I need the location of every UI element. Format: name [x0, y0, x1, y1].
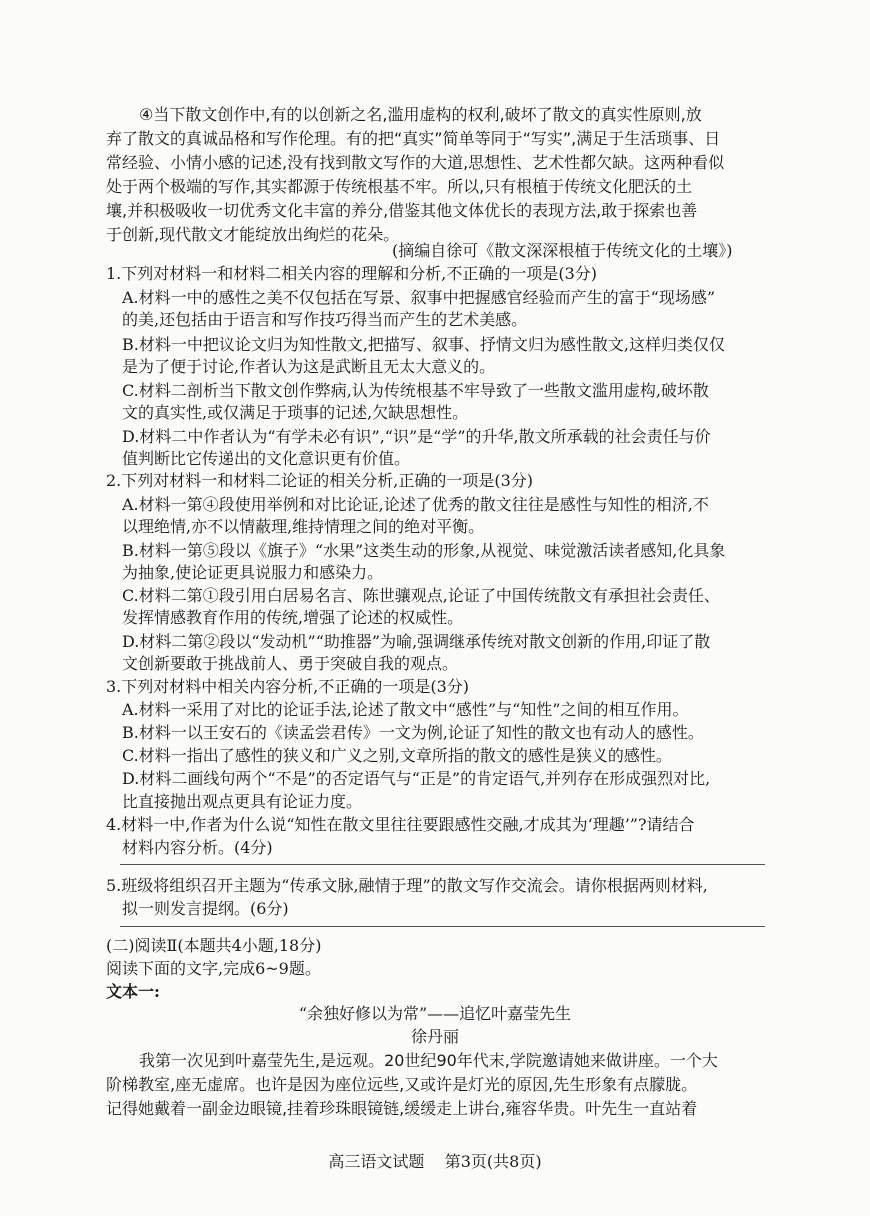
option-2a: A.材料一第④段使用举例和对比论证,论述了优秀的散文往往是感性与知性的相济,不 — [122, 495, 709, 514]
option-1d-cont: 值判断比它传递出的文化意识更有价值。 — [122, 449, 411, 468]
option-3b: B.材料一以王安石的《读孟尝君传》一文为例,论证了知性的散文也有动人的感性。 — [122, 723, 704, 742]
option-3a: A.材料一采用了对比的论证手法,论述了散文中“感性”与“知性”之间的相互作用。 — [122, 700, 689, 719]
paragraph-line: 我第一次见到叶嘉莹先生,是远观。20世纪90年代末,学院邀请她来做讲座。一个大 — [139, 1051, 718, 1070]
option-2a-cont: 以理绝情,亦不以情蔽理,维持情理之间的绝对平衡。 — [122, 517, 485, 536]
option-3d: D.材料二画线句两个“不是”的否定语气与“正是”的肯定语气,并列存在形成强烈对比, — [122, 769, 711, 788]
option-2c-cont: 发挥情感教育作用的传统,增强了论述的权威性。 — [122, 608, 464, 627]
paragraph-line: ④当下散文创作中,有的以创新之名,滥用虚构的权利,破坏了散文的真实性原则,放 — [139, 105, 702, 124]
option-2c: C.材料二第①段引用白居易名言、陈世骧观点,论证了中国传统散文有承担社会责任、 — [122, 586, 720, 605]
paragraph-line: 于创新,现代散文才能绽放出绚烂的花朵。 — [106, 225, 400, 244]
option-2b: B.材料一第⑤段以《旗子》“水果”这类生动的形象,从视觉、味觉激活读者感知,化具象 — [122, 541, 726, 560]
section-instruction: 阅读下面的文字,完成6~9题。 — [106, 959, 321, 978]
answer-line — [120, 926, 765, 927]
option-3c: C.材料一指出了感性的狭义和广义之别,文章所指的散文的感性是狭义的感性。 — [122, 746, 672, 765]
option-2d: D.材料二第②段以“发动机”“助推器”为喻,强调继承传统对散文创新的作用,印证了散 — [122, 632, 711, 651]
paragraph-line: 常经验、小情小感的记述,没有找到散文写作的大道,思想性、艺术性都欠缺。这两种看似 — [106, 153, 725, 172]
question-4-stem: 4.材料一中,作者为什么说“知性在散文里往往要跟感性交融,才成其为‘理趣’”?请结合 — [106, 815, 695, 834]
question-5-stem: 5.班级将组织召开主题为“传承文脉,融情于理”的散文写作交流会。请你根据两则材料, — [106, 876, 708, 895]
paragraph-line: 处于两个极端的写作,其实都源于传统根基不牢。所以,只有根植于传统文化肥沃的土 — [106, 177, 693, 196]
option-1a: A.材料一中的感性之美不仅包括在写景、叙事中把握感官经验而产生的富于“现场感” — [122, 288, 716, 307]
section-heading: (二)阅读Ⅱ(本题共4小题,18分) — [106, 936, 322, 955]
question-2-stem: 2.下列对材料一和材料二论证的相关分析,正确的一项是(3分) — [106, 471, 534, 490]
paragraph-line: 壤,并积极吸收一切优秀文化丰富的养分,借鉴其他文体优长的表现方法,敢于探索也善 — [106, 201, 698, 220]
option-1c: C.材料二剖析当下散文创作弊病,认为传统根基不牢导致了一些散文滥用虚构,破坏散 — [122, 381, 709, 400]
paragraph-line: 弃了散文的真诚品格和写作伦理。有的把“真实”简单等同于“写实”,满足于生活琐事、日 — [106, 129, 721, 148]
source-note: (摘编自徐可《散文深深根植于传统文化的土壤》) — [392, 241, 733, 260]
option-2d-cont: 文创新要敢于挑战前人、勇于突破自我的观点。 — [122, 654, 459, 673]
question-3-stem: 3.下列对材料中相关内容分析,不正确的一项是(3分) — [106, 677, 470, 696]
article-title: “余独好修以为常”——追忆叶嘉莹先生 — [298, 1004, 572, 1023]
text-label: 文本一: — [106, 982, 160, 1001]
article-author: 徐丹丽 — [410, 1027, 459, 1046]
question-5-stem-cont: 拟一则发言提纲。(6分) — [122, 899, 289, 918]
option-3d-cont: 比直接抛出观点更具有论证力度。 — [122, 792, 363, 811]
answer-line — [120, 864, 765, 865]
paragraph-line: 阶梯教室,座无虚席。也许是因为座位远些,又或许是灯光的原因,先生形象有点朦胧。 — [106, 1075, 698, 1094]
question-4-stem-cont: 材料内容分析。(4分) — [122, 838, 273, 857]
paragraph-line: 记得她戴着一副金边眼镜,挂着珍珠眼镜链,缓缓走上讲台,雍容华贵。叶先生一直站着 — [106, 1099, 698, 1118]
option-1b: B.材料一中把议论文归为知性散文,把描写、叙事、抒情文归为感性散文,这样归类仅仅 — [122, 335, 726, 354]
option-1c-cont: 文的真实性,或仅满足于琐事的记述,欠缺思想性。 — [122, 403, 469, 422]
option-1d: D.材料二中作者认为“有学未必有识”,“识”是“学”的升华,散文所承载的社会责任与价 — [122, 427, 711, 446]
question-1-stem: 1.下列对材料一和材料二相关内容的理解和分析,不正确的一项是(3分) — [106, 264, 598, 283]
page-footer: 高三语文试题 第3页(共8页) — [328, 1152, 542, 1171]
option-1b-cont: 是为了便于讨论,作者认为这是武断且无太大意义的。 — [122, 357, 496, 376]
option-1a-cont: 的美,还包括由于语言和写作技巧得当而产生的艺术美感。 — [122, 310, 528, 329]
option-2b-cont: 为抽象,使论证更具说服力和感染力。 — [122, 563, 384, 582]
